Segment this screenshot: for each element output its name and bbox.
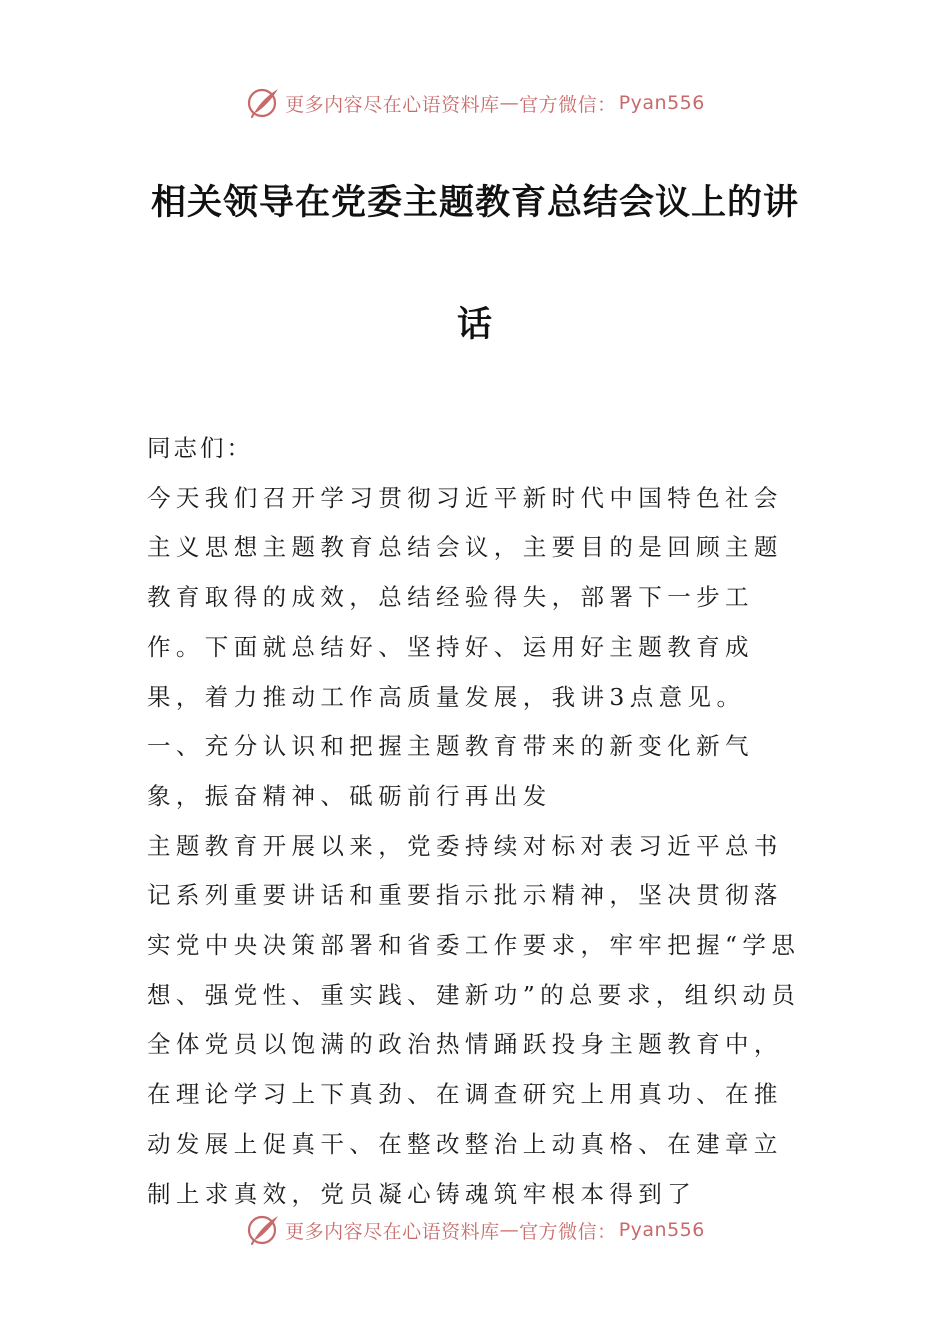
footer-watermark <box>0 1210 950 1250</box>
watermark-label: 官方微信： <box>519 1220 617 1243</box>
document-title-line-2: 话 <box>456 305 493 345</box>
document-body <box>147 424 807 1219</box>
document-title-line-1: 相关领导在党委主题教育总结会议上的讲 <box>150 183 799 223</box>
watermark-brand: 更多内容尽在心语资料库 <box>285 1220 500 1243</box>
paragraph-intro: 今天我们召开学习贯彻习近平新时代中国特色社会主义思想主题教育总结会议，主要目的是回顾主题教育取得的成效，总结经验得失，部署下一步工作。下面就总结好、坚持好、运用好主题教育成果，着力推动工作高质量发展，我讲3点意见。 <box>147 483 783 711</box>
salutation: 同志们： <box>147 434 253 462</box>
quill-pen-icon <box>245 85 281 121</box>
paragraph-section-1: 主题教育开展以来，党委持续对标对表习近平总书记系列重要讲话和重要指示批示精神，坚决贯彻落实党中央决策部署和省委工作要求，牢牢把握“学思想、强党性、重实践、建新功”的总要求，组织动员全体党员以饱满的政治热情踊跃投身主题教育中，在理论学习上下真劲、在调查研究上用真功、在推动发展上促真干、在整改整治上动真格、在建章立制上求真效，党员凝心铸魂筑牢根本得到了 <box>147 831 801 1208</box>
watermark-brand: 更多内容尽在心语资料库 <box>285 93 500 116</box>
header-watermark <box>0 83 950 123</box>
quill-pen-icon <box>245 1212 281 1248</box>
watermark-dash: — <box>499 92 520 114</box>
watermark-wechat-id: Pyan556 <box>618 92 705 114</box>
watermark-label: 官方微信： <box>519 93 617 116</box>
watermark-dash: — <box>499 1219 520 1241</box>
watermark-wechat-id: Pyan556 <box>618 1219 705 1241</box>
section-heading-1: 一、充分认识和把握主题教育带来的新变化新气象，振奋精神、砥砺前行再出发 <box>147 732 754 810</box>
